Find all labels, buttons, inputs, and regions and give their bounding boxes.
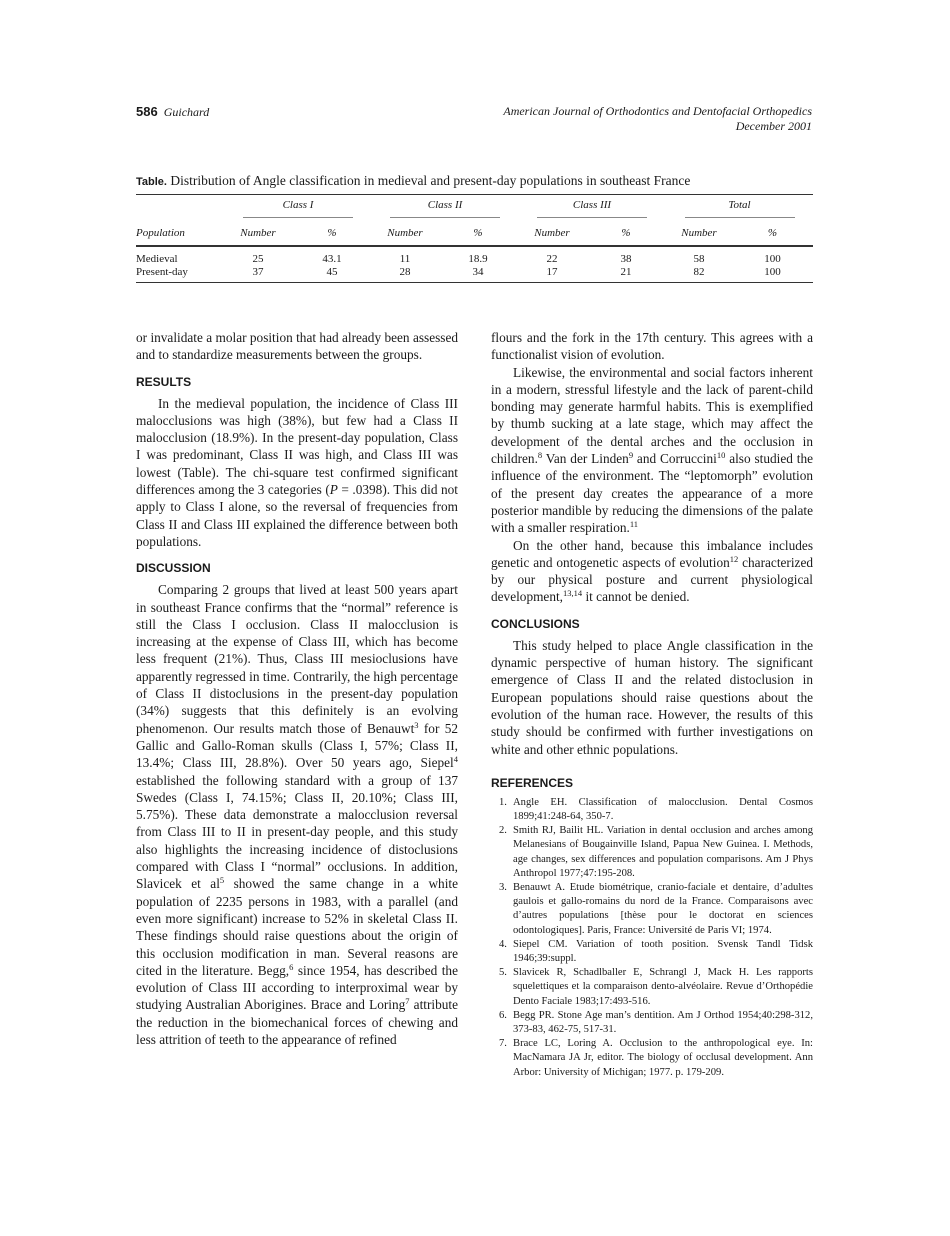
table-cell: 18.9 (468, 253, 488, 265)
table-block (136, 173, 813, 283)
citation-superscript[interactable]: 8 (537, 450, 543, 461)
reference-list (491, 796, 813, 1080)
table-cell: 100 (732, 266, 813, 283)
table-cell: 43.1 (322, 253, 342, 265)
table-cell: 38 (620, 253, 632, 265)
table-column-header: Population (136, 221, 224, 246)
continued-paragraph: or invalidate a molar position that had already been assessed and to standardize measurements between the groups. (136, 330, 458, 363)
table-caption-text: Distribution of Angle classification in medieval and present-day populations in southeast France (170, 173, 691, 188)
table-label: Table. (136, 176, 167, 188)
running-head-left (136, 104, 209, 120)
citation-superscript[interactable]: 13,14 (563, 588, 583, 599)
table-group-header: Total (666, 195, 813, 222)
table-cell: 17 (518, 266, 586, 283)
table-column-header-row (136, 221, 813, 246)
citation-superscript[interactable]: 6 (289, 961, 294, 972)
page-number: 586 (136, 104, 158, 119)
table-group-header: Class III (518, 195, 666, 222)
table-empty-cell (136, 195, 224, 222)
citation-superscript[interactable]: 3 (414, 719, 419, 730)
discussion-paragraph: On the other hand, because this imbalance includes genetic and ontogenetic aspects of evolution$^{12}$ characterized by our physical posture and current physiological development,$^{13,14}$ it cannot be denied. (491, 537, 813, 605)
citation-superscript[interactable]: 4 (453, 754, 458, 765)
table-column-header: % (292, 221, 372, 246)
running-head-author: Guichard (163, 105, 210, 119)
section-heading-conclusions: CONCLUSIONS (491, 616, 580, 631)
reference-item: 6. Begg PR. Stone Age man’s dentition. Am J Orthod 1954;40:298-312, 373-83, 462-75, 517-31. (499, 1009, 813, 1036)
table-row (136, 246, 813, 266)
table-group-header: Class II (372, 195, 518, 222)
left-column (136, 329, 458, 1048)
discussion-paragraph: Comparing 2 groups that lived at least 500 years apart in southeast France confirms that the “normal” reference is still the Class I occlusion. Class II malocclusion is increasing at the expense of Class III, which has become less frequent (21%). Thus, Class III mesioclusions have apparently regressed in time. Contrarily, the high percentage of Class II distoclusions in the present-day population (34%) suggests that this definitely is an evolving phenomenon. Our results match those of Benauwt$^3$ for 52 Gallic and Gallo-Roman skulls (Class I, 57%; Class II, 13.4%; Class III, 28.8%). Over 50 years ago, Siepel$^4$ established the following standard with a group of 137 Swedes (Class I, 74.15%; Class II, 20.10%; Class III, 5.75%). These data demonstrate a malocclusion reversal from Class III to II in present-day people, and this study also highlights the increasing incidence of distoclusions compared with Class I “normal” occlusions. In addition, Slavicek et $al^5$ showed the same change in a white population of 2235 persons in 1983, with a parallel (and even more significant) increase to 52% in skeletal Class II. These findings should raise questions about the origin of this occlusion modification in man. Several reasons are cited in the literature. Begg,$^6$ since 1954, has described the evolution of Class III according to interproximal wear by studying Australian Aborigines. Brace and Loring$^7$ attribute the reduction in the biomechanical forces of chewing and less attrition of teeth to the appearance of refined (136, 582, 459, 1047)
table-cell: 34 (438, 266, 518, 283)
reference-item: 4. Siepel CM. Variation of tooth position. Svensk Tandl Tidsk 1946;39:suppl. (499, 938, 813, 965)
reference-item: 2. Smith RJ, Bailit HL. Variation in dental occlusion and arches among Melanesians of Bougainville Island, Papua New Guinea. I. Methods, age changes, sex differences and population comparisons. Am J Phys Anthropol 1977;47:195-208. (499, 825, 813, 879)
citation-superscript[interactable]: 10 (716, 450, 726, 461)
table-column-header: % (732, 221, 813, 246)
results-paragraph: In the medieval population, the incidence of Class III malocclusions was high (38%), but few had a Class II malocclusion (18.9%). In the present-day population, Class I was predominant, Class II was high, and Class III was lowest (Table). The chi-square test confirmed significant differences among the 3 categories (P = .0398). This did not apply to Class I alone, so the reversal of frequencies from Class II and Class III explained the difference between both populations. (136, 395, 458, 549)
reference-item: 5. Slavicek R, Schadlballer E, Schrangl J, Mack H. Les rapports squelettiques et la comparaison dento-alvéolaire. Revue d’Orthopédie Dento Faciale 1983;17:493-516. (499, 967, 813, 1007)
continued-paragraph: flours and the fork in the 17th century. This agrees with a functionalist vision of evolution. (491, 330, 813, 363)
table-column-header: Number (372, 221, 438, 246)
angle-classification-table (136, 194, 813, 283)
table-cell-population: Medieval (136, 253, 178, 265)
table-cell: 45 (292, 266, 372, 283)
reference-item: 1. Angle EH. Classification of malocclusion. Dental Cosmos 1899;41:248-64, 350-7. (499, 796, 813, 823)
table-group-header-row (136, 195, 813, 222)
table-row (136, 266, 813, 283)
citation-superscript[interactable]: 7 (405, 996, 410, 1007)
discussion-paragraph: Likewise, the environmental and social factors inherent in a modern, stressful lifestyle and the lack of parent-child bonding may generate harmful habits. This is exemplified by thumb sucking at a late stage, which may affect the development of the dental arches and the occlusion in children.$^8$ Van der Linden$^9$ and Corruccini$^{10}$ also studied the influence of the environment. The “leptomorph” evolution of the present day creates the appearance of a more posterior mandible by reducing the dimensions of the palate with a smaller respiration.$^{11}$ (491, 364, 813, 536)
section-heading-references: REFERENCES (491, 775, 574, 790)
reference-item: 7. Brace LC, Loring A. Occlusion to the anthropological eye. In: MacNamara JA Jr, editor. The biology of occlusal development. Ann Arbor: University of Michigan; 1977. p. 179-209. (499, 1038, 813, 1078)
table-column-header: Number (224, 221, 292, 246)
reference-item: 3. Benauwt A. Etude biométrique, cranio-faciale et dentaire, d’adultes gaulois et gallo-romains du nord de la France. Comparaisons avec d’autres populations [thèse pour le doctorat en sciences odontologiques]. Paris, France: Université de Paris VI; 1974. (499, 882, 813, 936)
table-cell-population: Present-day (136, 266, 224, 283)
table-cell: 28 (372, 266, 438, 283)
section-heading-results: RESULTS (136, 374, 192, 389)
table-column-header: % (438, 221, 518, 246)
table-cell: 11 (399, 253, 411, 265)
table-cell: 58 (693, 253, 705, 265)
table-cell: 37 (224, 266, 292, 283)
table-column-header: % (586, 221, 666, 246)
citation-superscript[interactable]: 12 (729, 553, 739, 564)
table-column-header: Number (518, 221, 586, 246)
table-cell: 22 (546, 253, 558, 265)
citation-superscript[interactable]: 11 (629, 519, 639, 530)
right-column (491, 329, 813, 1080)
conclusions-paragraph: This study helped to place Angle classification in the dynamic perspective of human history. The significant emergence of Class II and the related distoclusion in European populations should raise questions about the evolution of the human race. However, the results of this study should be confirmed with further investigations on white and other ethnic populations. (491, 637, 813, 757)
citation-superscript[interactable]: 5 (219, 875, 225, 886)
journal-title: American Journal of Orthodontics and Dentofacial Orthopedics (503, 104, 812, 118)
table-cell: 21 (586, 266, 666, 283)
citation-superscript[interactable]: 9 (628, 450, 634, 461)
section-heading-discussion: DISCUSSION (136, 561, 211, 576)
table-cell: 82 (666, 266, 732, 283)
table-cell: 100 (764, 253, 781, 265)
table-cell: 25 (252, 253, 264, 265)
table-caption (136, 173, 813, 190)
table-group-header: Class I (224, 195, 372, 222)
running-head (136, 104, 812, 138)
journal-issue: December 2001 (735, 119, 812, 133)
running-head-right (503, 104, 812, 134)
table-column-header: Number (666, 221, 732, 246)
